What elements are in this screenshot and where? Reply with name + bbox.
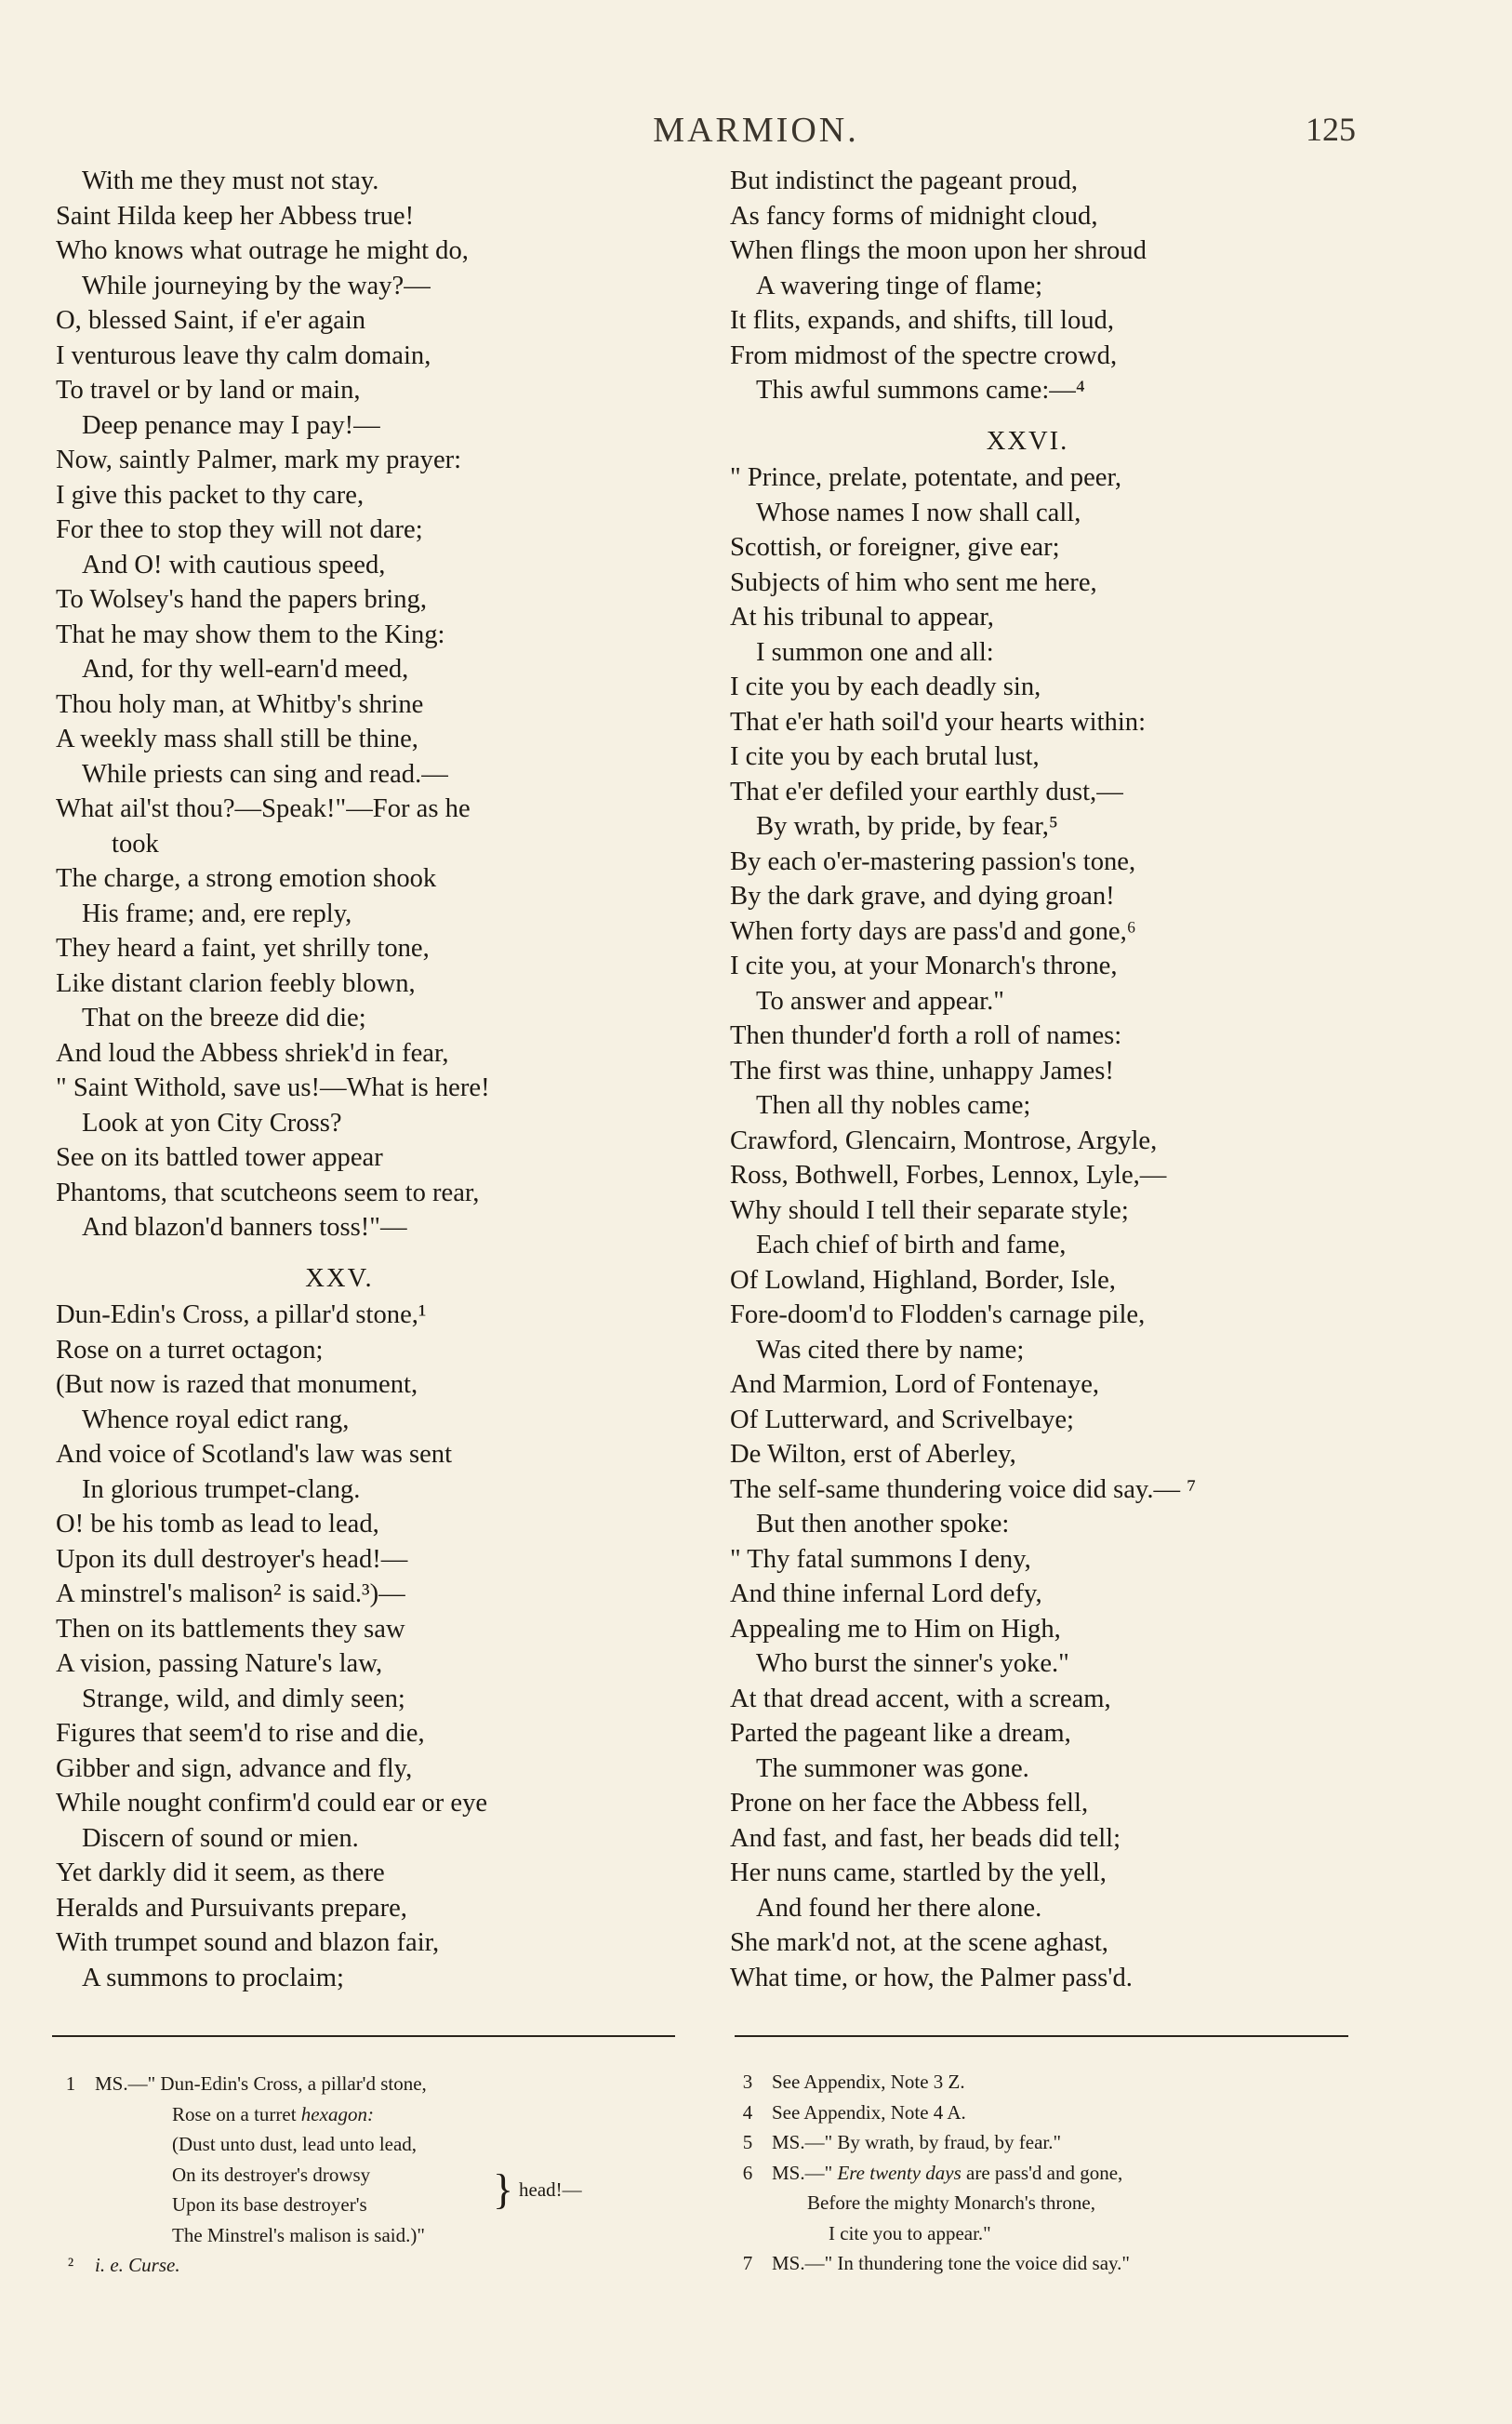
verse-line: They heard a faint, yet shrilly tone, <box>56 934 430 963</box>
footnotes-right <box>723 2067 1365 2279</box>
verse-line: Her nuns came, startled by the yell, <box>730 1858 1107 1887</box>
footnote-marker: 5 <box>742 2131 753 2153</box>
footnote-6 <box>723 2158 1365 2189</box>
verse-line: O! be his tomb as lead to lead, <box>56 1510 379 1538</box>
verse-line: By the dark grave, and dying groan! <box>730 882 1115 911</box>
verse-line: And thine infernal Lord defy, <box>730 1579 1042 1608</box>
verse-line: Who burst the sinner's yoke." <box>756 1649 1069 1678</box>
verse-line: I cite you, at your Monarch's throne, <box>730 952 1118 980</box>
footnote-text: (Dust unto dust, lead unto lead, <box>172 2133 418 2155</box>
verse-line: By wrath, by pride, by fear,⁵ <box>756 812 1058 841</box>
verse-line: I give this packet to thy care, <box>56 480 365 510</box>
verse-line: Discern of sound or mien. <box>82 1823 359 1853</box>
verse-line: Then all thy nobles came; <box>756 1091 1031 1120</box>
verse-line: That e'er defiled your earthly dust,— <box>730 777 1123 806</box>
verse-line: Each chief of birth and fame, <box>756 1231 1067 1259</box>
verse-line: Why should I tell their separate style; <box>730 1195 1129 1225</box>
verse-line: That e'er hath soil'd your hearts within: <box>730 707 1147 737</box>
footnote-brace-group <box>46 2160 679 2220</box>
footnote-4 <box>723 2098 1365 2128</box>
verse-line: Appealing me to Him on High, <box>730 1614 1061 1644</box>
footnote-5 <box>723 2127 1365 2158</box>
verse-line: I venturous leave thy calm domain, <box>56 340 431 370</box>
verse-line: Ross, Bothwell, Forbes, Lennox, Lyle,— <box>730 1161 1167 1190</box>
verse-line: Deep penance may I pay!— <box>82 410 380 440</box>
verse-line: While priests can sing and read.— <box>82 759 448 789</box>
footnote-marker: 7 <box>742 2252 753 2274</box>
footnote-text: MS.—" In thundering tone the voice did say." <box>772 2252 1130 2274</box>
verse-line: Scottish, or foreigner, give ear; <box>730 533 1060 562</box>
verse-line: De Wilton, erst of Aberley, <box>730 1440 1016 1469</box>
verse-line: When forty days are pass'd and gone,⁶ <box>730 916 1136 946</box>
verse-line: " Prince, prelate, potentate, and peer, <box>730 463 1121 492</box>
footnote-1 <box>46 2069 679 2099</box>
verse-line: Thou holy man, at Whitby's shrine <box>56 689 424 719</box>
footnote-divider <box>52 2035 675 2037</box>
verse-line: As fancy forms of midnight cloud, <box>730 201 1098 231</box>
verse-line: But indistinct the pageant proud, <box>730 166 1079 195</box>
verse-line: Who knows what outrage he might do, <box>56 236 469 265</box>
right-verse-block-a <box>730 164 1381 408</box>
verse-line: At that dread accent, with a scream, <box>730 1684 1111 1713</box>
verse-line: (But now is razed that monument, <box>56 1370 418 1399</box>
verse-line: And blazon'd banners toss!"— <box>82 1213 407 1242</box>
verse-line: But then another spoke: <box>756 1510 1010 1538</box>
verse-line: His frame; and, ere reply, <box>82 899 352 928</box>
verse-line: With trumpet sound and blazon fair, <box>56 1928 440 1957</box>
verse-line: Now, saintly Palmer, mark my prayer: <box>56 446 462 474</box>
verse-line: While nought confirm'd could ear or eye <box>56 1789 488 1818</box>
verse-line: Fore-doom'd to Flodden's carnage pile, <box>730 1300 1146 1329</box>
verse-line: With me they must not stay. <box>82 166 379 195</box>
right-column <box>730 164 1381 1995</box>
footnote-text: Before the mighty Monarch's throne, <box>807 2191 1095 2214</box>
verse-line: And voice of Scotland's law was sent <box>56 1440 453 1469</box>
verse-line: Then on its battlements they saw <box>56 1614 405 1644</box>
verse-line: To answer and appear." <box>756 986 1004 1016</box>
verse-line: O, blessed Saint, if e'er again <box>56 306 366 335</box>
footnote-2 <box>46 2250 679 2281</box>
footnote-text: head!— <box>519 2178 582 2201</box>
verse-line: And loud the Abbess shriek'd in fear, <box>56 1038 449 1068</box>
verse-line: And, for thy well-earn'd meed, <box>82 655 409 684</box>
verse-line: And Marmion, Lord of Fontenaye, <box>730 1370 1100 1399</box>
verse-line: A wavering tinge of flame; <box>756 271 1043 300</box>
verse-line: Prone on her face the Abbess fell, <box>730 1789 1089 1818</box>
verse-line: In glorious trumpet-clang. <box>82 1474 361 1504</box>
footnote-7 <box>723 2248 1365 2279</box>
right-verse-block-b <box>730 460 1381 1995</box>
footnote-text: Rose on a turret <box>172 2102 301 2125</box>
footnote-marker: ² <box>67 2254 74 2276</box>
left-verse-block-a <box>56 164 688 1245</box>
verse-line: A summons to proclaim; <box>82 1963 344 1992</box>
verse-line: See on its battled tower appear <box>56 1143 383 1172</box>
verse-line: It flits, expands, and shifts, till loud, <box>730 306 1114 335</box>
verse-line: took <box>112 829 159 859</box>
verse-line: I cite you by each deadly sin, <box>730 673 1041 701</box>
footnote-text: On its destroyer's drowsy <box>172 2163 371 2186</box>
verse-line: And O! with cautious speed, <box>82 550 386 579</box>
footnote-text: i. e. Curse. <box>95 2254 180 2276</box>
brace-symbol: } <box>493 2164 514 2213</box>
verse-line: For thee to stop they will not dare; <box>56 515 423 544</box>
verse-line: Yet darkly did it seem, as there <box>56 1858 385 1887</box>
running-title: MARMION. <box>653 111 859 150</box>
verse-line: And found her there alone. <box>756 1893 1042 1923</box>
page-number: 125 <box>1306 111 1356 148</box>
stanza-number: XXVI. <box>986 426 1069 456</box>
footnote-emphasis: hexagon: <box>300 2102 374 2125</box>
footnote-text: The Minstrel's malison is said.)" <box>172 2223 425 2246</box>
verse-line: Then thunder'd forth a roll of names: <box>730 1021 1122 1050</box>
footnote-text <box>46 2099 679 2130</box>
verse-line: The first was thine, unhappy James! <box>730 1056 1114 1085</box>
verse-line: The self-same thundering voice did say.— ⁷ <box>730 1474 1197 1504</box>
verse-line: This awful summons came:—⁴ <box>756 376 1085 405</box>
verse-line: Crawford, Glencairn, Montrose, Argyle, <box>730 1125 1158 1155</box>
footnote-marker: 4 <box>742 2100 753 2124</box>
verse-line: Whence royal edict rang, <box>82 1405 350 1434</box>
footnotes-left <box>46 2069 679 2281</box>
footnote-text: MS.—" Dun-Edin's Cross, a pillar'd stone, <box>95 2072 427 2095</box>
verse-line: At his tribunal to appear, <box>730 603 994 632</box>
verse-line: Of Lutterward, and Scrivelbaye; <box>730 1405 1074 1434</box>
verse-line: Rose on a turret octagon; <box>56 1335 324 1365</box>
verse-line: Heralds and Pursuivants prepare, <box>56 1893 407 1923</box>
verse-line: Phantoms, that scutcheons seem to rear, <box>56 1178 480 1207</box>
verse-line: Gibber and sign, advance and fly, <box>56 1753 413 1783</box>
verse-line: Of Lowland, Highland, Border, Isle, <box>730 1265 1116 1295</box>
left-column <box>56 164 688 1995</box>
footnote-marker: 3 <box>742 2071 753 2093</box>
verse-line: A weekly mass shall still be thine, <box>56 725 418 753</box>
verse-line: By each o'er-mastering passion's tone, <box>730 846 1136 876</box>
footnote-3 <box>723 2067 1365 2098</box>
verse-line: What ail'st thou?—Speak!"—For as he <box>56 794 471 823</box>
verse-line: Figures that seem'd to rise and die, <box>56 1719 425 1748</box>
verse-line: The summoner was gone. <box>756 1753 1029 1783</box>
verse-line: Dun-Edin's Cross, a pillar'd stone,¹ <box>56 1300 427 1329</box>
verse-line: That he may show them to the King: <box>56 619 445 649</box>
verse-line: Parted the pageant like a dream, <box>730 1719 1071 1748</box>
footnote-marker: 6 <box>742 2161 753 2184</box>
verse-line: The charge, a strong emotion shook <box>56 864 437 893</box>
verse-line: Upon its dull destroyer's head!— <box>56 1544 408 1574</box>
verse-line: From midmost of the spectre crowd, <box>730 340 1118 370</box>
verse-line: " Saint Withold, save us!—What is here! <box>56 1073 490 1102</box>
verse-line: Whose names I now shall call, <box>756 498 1081 527</box>
verse-line: I summon one and all: <box>756 637 994 667</box>
footnote-emphasis: Ere twenty days <box>837 2161 962 2184</box>
footnote-text: See Appendix, Note 3 Z. <box>772 2071 965 2093</box>
verse-line: Was cited there by name; <box>756 1335 1025 1365</box>
footnote-text: MS.—" <box>772 2161 838 2184</box>
verse-line: A vision, passing Nature's law, <box>56 1649 383 1678</box>
stanza-number: XXV. <box>305 1263 374 1293</box>
verse-line: Look at yon City Cross? <box>82 1108 342 1138</box>
verse-line: And fast, and fast, her beads did tell; <box>730 1823 1121 1853</box>
footnote-text: MS.—" By wrath, by fraud, by fear." <box>772 2131 1062 2153</box>
verse-line: What time, or how, the Palmer pass'd. <box>730 1963 1133 1992</box>
verse-line: Strange, wild, and dimly seen; <box>82 1684 405 1713</box>
verse-line: Like distant clarion feebly blown, <box>56 968 416 998</box>
verse-line: " Thy fatal summons I deny, <box>730 1544 1031 1574</box>
verse-line: Saint Hilda keep her Abbess true! <box>56 201 415 231</box>
verse-line: A minstrel's malison² is said.³)— <box>56 1579 405 1608</box>
verse-line: While journeying by the way?— <box>82 271 431 300</box>
footnote-text: I cite you to appear." <box>829 2221 991 2244</box>
footnote-divider <box>735 2035 1348 2037</box>
footnote-text: are pass'd and gone, <box>961 2161 1123 2184</box>
verse-line: To Wolsey's hand the papers bring, <box>56 585 427 614</box>
footnote-text: Upon its base destroyer's <box>172 2193 367 2216</box>
verse-line: To travel or by land or main, <box>56 376 361 405</box>
verse-line: When flings the moon upon her shroud <box>730 236 1147 265</box>
footnote-text: See Appendix, Note 4 A. <box>772 2100 966 2124</box>
verse-line: I cite you by each brutal lust, <box>730 742 1040 771</box>
footnote-marker: 1 <box>65 2072 76 2095</box>
verse-line: That on the breeze did die; <box>82 1004 366 1032</box>
left-verse-block-b <box>56 1298 688 1995</box>
verse-line: She mark'd not, at the scene aghast, <box>730 1928 1108 1957</box>
verse-line: Subjects of him who sent me here, <box>730 567 1097 597</box>
brace-lines <box>172 2160 370 2220</box>
